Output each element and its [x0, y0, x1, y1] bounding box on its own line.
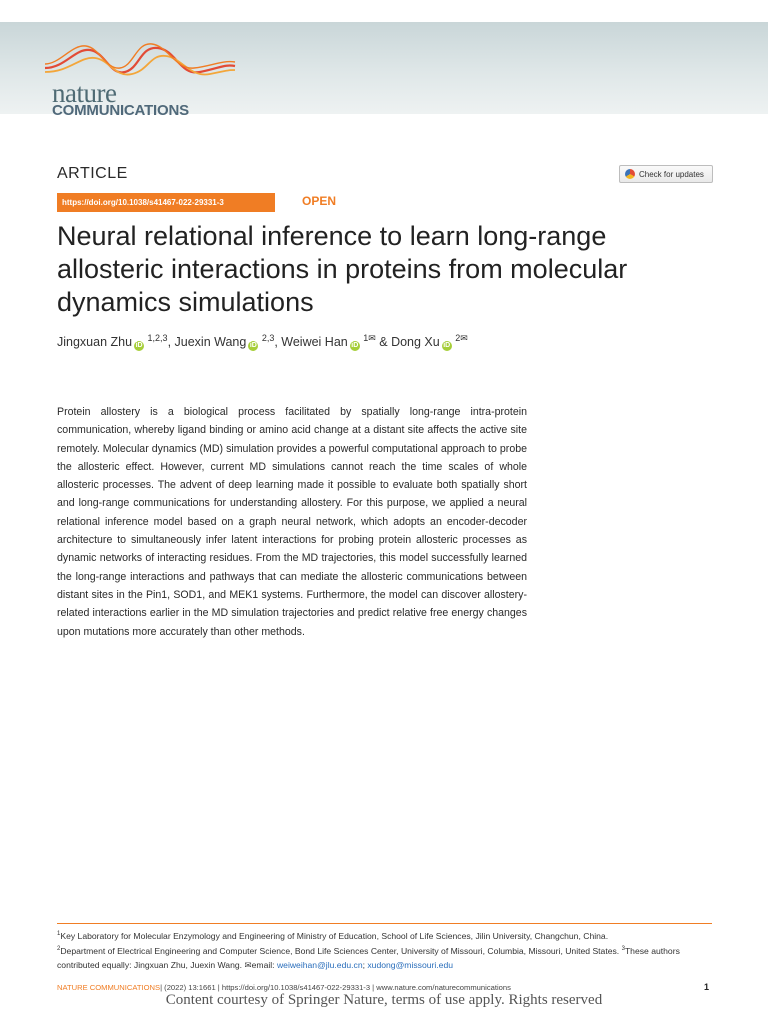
journal-logo-nature: nature [52, 78, 117, 108]
courtesy-notice: Content courtesy of Springer Nature, terms of use apply. Rights reserved [165, 992, 603, 1008]
email-link-han[interactable]: weiweihan@jlu.edu.cn [276, 959, 363, 970]
orcid-icon[interactable]: iD [135, 342, 143, 350]
crossmark-icon [625, 169, 635, 179]
author-separator: & [375, 335, 392, 350]
author-name[interactable]: Weiwei Han [281, 335, 348, 350]
abstract: Protein allostery is a biological process facilitated by spatially long-range intra-protein communication, whereby ligand binding or amino acid change at a distant site affects the active site remotely. Molecular dynamics (MD) simulation provides a powerful computational approach to probe the allosteric effect. However, current MD simulations cannot reach the time scales of whole allosteric processes. The advent of deep learning made it possible to evaluate both spatially short and long-range communications for understanding allostery. For this purpose, we applied a neural relational inference model based on a graph neural network, which adopts an encoder-decoder architecture to simultaneously infer latent interactions for probing protein allosteric processes as dynamic networks of interacting residues. From the MD trajectories, this model successfully learned the long-range interactions and pathways that can mediate the allosteric communications between distant sites in the Pin1, SOD1, and MEK1 systems. Furthermore, the model can discover allostery-related interactions earlier in the MD simulation trajectories and predict relative free energy changes upon mutations more accurately than other methods. [57, 406, 527, 638]
article-type: ARTICLE [57, 165, 128, 182]
author-separator: , [274, 335, 282, 350]
running-footer [57, 983, 712, 992]
affiliations-footnote [57, 928, 717, 972]
author-list [57, 333, 468, 351]
author-affiliation: 2,3 [261, 333, 275, 343]
journal-logo-communications: COMMUNICATIONS [52, 102, 189, 119]
equal-contribution-note: These authors contributed equally: Jingxuan Zhu, Juexin Wang. [57, 946, 680, 970]
open-access-label: OPEN [302, 194, 337, 208]
orcid-icon[interactable]: iD [351, 342, 359, 350]
page-number: 1 [704, 982, 710, 992]
affiliation-2: $^2$Department of Electrical Engineering and Computer Science, Bond Life Sciences Center, University of Missouri, Columbia, Missouri, United States. $^3$These authors contributed equally: Jingxuan Zhu, Juexin Wang. ✉email: weiweihan@jlu.edu.cn; xudong@missouri.edu [57, 946, 680, 970]
author-name[interactable]: Juexin Wang [174, 335, 247, 350]
author-affiliation: 1✉ [363, 333, 376, 343]
check-for-updates-label: Check for updates [639, 169, 704, 179]
orcid-icon[interactable]: iD [249, 342, 257, 350]
author-name[interactable]: Jingxuan Zhu [57, 335, 133, 350]
author-affiliation: 2✉ [455, 333, 468, 343]
email-label: ✉email: [244, 959, 275, 970]
footnote-divider [57, 923, 712, 924]
doi-link[interactable]: https://doi.org/10.1038/s41467-022-29331-3 [57, 193, 275, 212]
check-for-updates-button[interactable] [619, 165, 713, 183]
author-name[interactable]: Dong Xu [391, 335, 440, 350]
footer-citation: | (2022) 13:1661 | https://doi.org/10.1038/s41467-022-29331-3 | www.nature.com/naturecommunications [160, 983, 511, 992]
article-title: Neural relational inference to learn long-range allosteric interactions in proteins from molecular dynamics simulations [57, 221, 628, 317]
author-affiliation: 1,2,3 [147, 333, 168, 343]
footer-journal-name: NATURE COMMUNICATIONS [57, 983, 161, 992]
author-separator: , [167, 335, 175, 350]
journal-header [0, 22, 768, 119]
email-link-xu[interactable]: xudong@missouri.edu [367, 959, 454, 970]
affiliation-1: $^1$Key Laboratory for Molecular Enzymology and Engineering of Ministry of Education, School of Life Sciences, Jilin University, Changchun, China. [57, 930, 609, 941]
orcid-icon[interactable]: iD [443, 342, 451, 350]
